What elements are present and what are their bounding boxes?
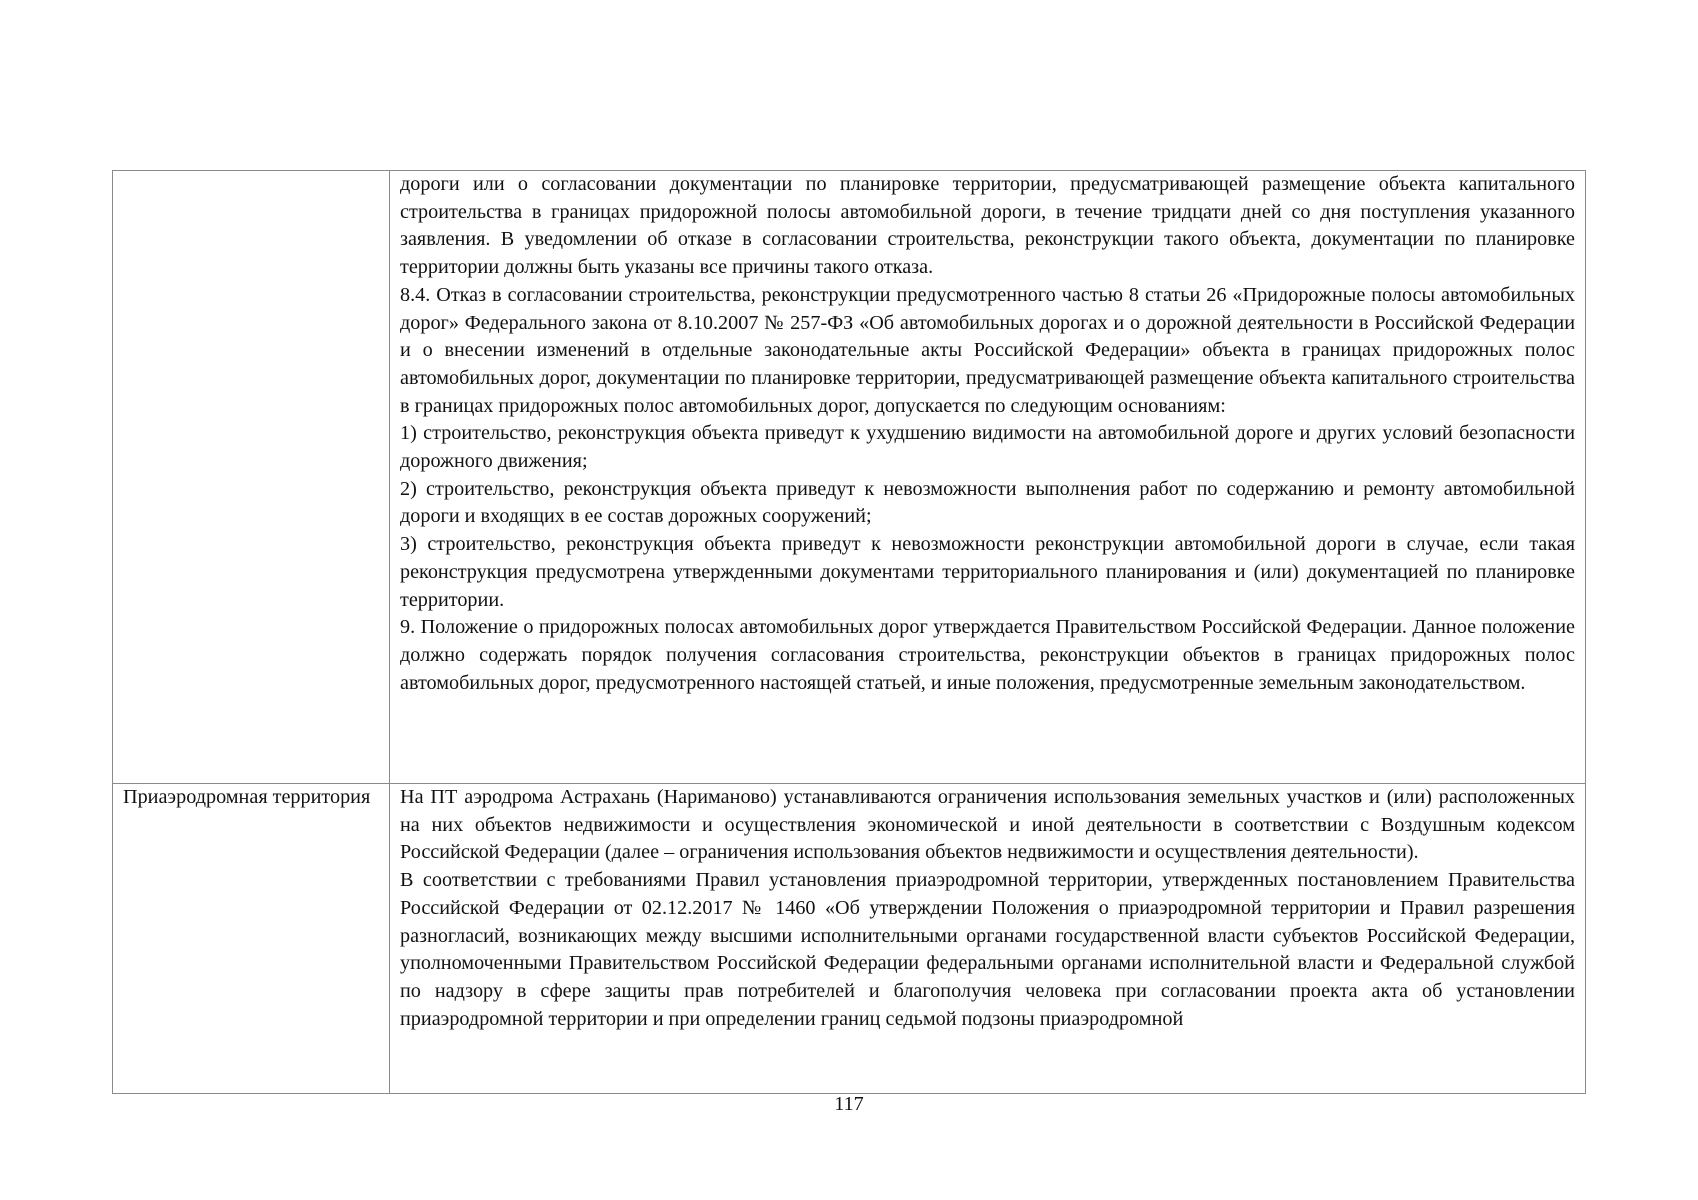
row-label-cell [113, 171, 390, 784]
paragraph: В соответствии с требованиями Правил установления приаэродромной территории, утвержденных постановлением Правительства Российской Федерации от 02.12.2017 № 1460 «Об утверждении Положения о приаэродромной территории и Правил разрешения разногласий, возникающих между высшими исполнительными органами государственной власти субъектов Российской Федерации, уполномоченными Правительством Российской Федерации федеральными органами исполнительной власти и Федеральной службой по надзору в сфере защиты прав потребителей и благополучия человека при согласовании проекта акта об установлении приаэродромной территории и при определении границ седьмой подзоны приаэродромной [400, 869, 1575, 1030]
row-content-cell [390, 171, 1586, 784]
paragraph: 2) строительство, реконструкция объекта приведут к невозможности выполнения работ по содержанию и ремонту автомобильной дороги и входящих в ее состав дорожных сооружений; [400, 477, 1575, 528]
row-label-cell [113, 784, 390, 1094]
paragraph: На ПТ аэродрома Астрахань (Нариманово) устанавливаются ограничения использования земельных участков и (или) расположенных на них объектов недвижимости и осуществления экономической и иной деятельности в соответствии с Воздушным кодексом Российской Федерации (далее – ограничения использования объектов недвижимости и осуществления деятельности). [400, 786, 1575, 864]
paragraph: 8.4. Отказ в согласовании строительства, реконструкции предусмотренного частью 8 статьи 26 «Придорожные полосы автомобильных дорог» Федерального закона от 8.10.2007 № 257-ФЗ «Об автомобильных дорогах и о дорожной деятельности в Российской Федерации и о внесении изменений в отдельные законодательные акты Российской Федерации» объекта в границах придорожных полос автомобильных дорог, документации по планировке территории, предусматривающей размещение объекта капитального строительства в границах придорожных полос автомобильных дорог, допускается по следующим основаниям: [400, 283, 1575, 417]
table-row [113, 784, 1586, 1094]
row-content-cell [390, 784, 1586, 1094]
paragraph: 9. Положение о придорожных полосах автомобильных дорог утверждается Правительством Российской Федерации. Данное положение должно содержать порядок получения согласования строительства, реконструкции объектов в границах придорожных полос автомобильных дорог, предусмотренного настоящей статьей, и иные положения, предусмотренные земельным законодательством. [400, 616, 1575, 694]
paragraph: дороги или о согласовании документации по планировке территории, предусматривающей размещение объекта капитального строительства в границах придорожной полосы автомобильной дороги, в течение тридцати дней со дня поступления указанного заявления. В уведомлении об отказе в согласовании строительства, реконструкции такого объекта, документации по планировке территории должны быть указаны все причины такого отказа. [400, 173, 1575, 279]
cell-content [400, 784, 1575, 1093]
document-table [112, 170, 1586, 1094]
paragraph: 1) строительство, реконструкция объекта приведут к ухудшению видимости на автомобильной дороге и других условий безопасности дорожного движения; [400, 422, 1575, 473]
table-row [113, 171, 1586, 784]
row-label: Приаэродромная территория [123, 786, 371, 808]
paragraph: 3) строительство, реконструкция объекта приведут к невозможности реконструкции автомобильной дороги в случае, если такая реконструкция предусмотрена утвержденными документами территориального планирования и (или) документацией по планировке территории. [400, 533, 1575, 611]
page-number: 117 [834, 1093, 864, 1115]
